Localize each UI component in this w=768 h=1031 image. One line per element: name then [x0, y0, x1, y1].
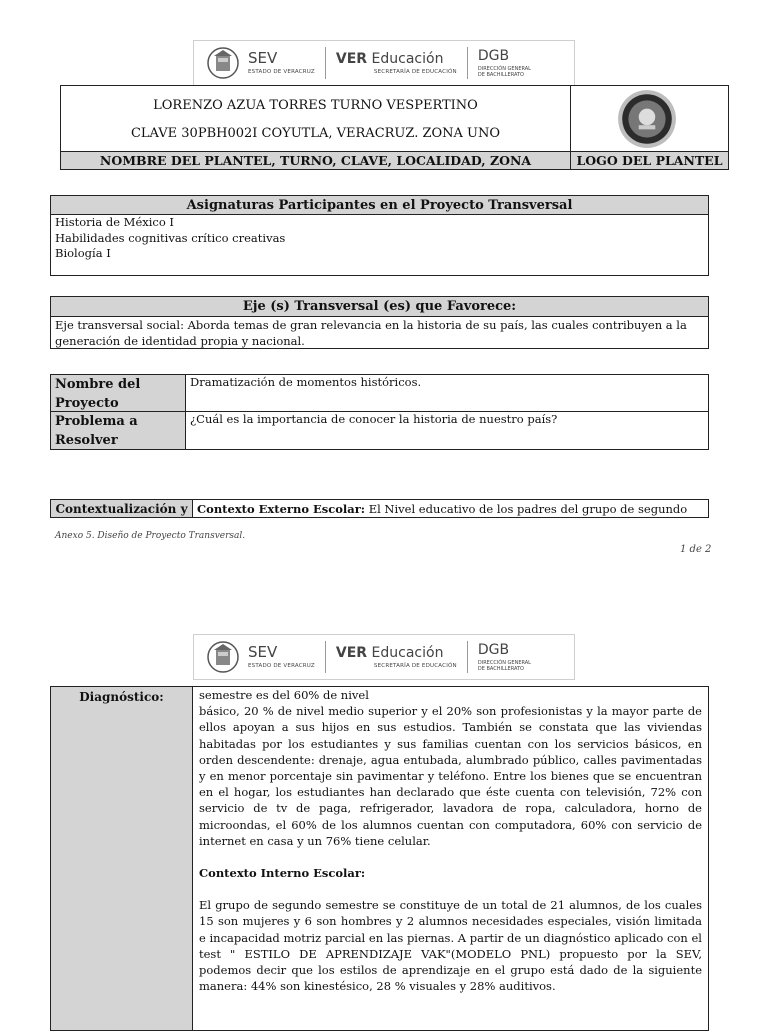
veracruz-seal-icon — [206, 46, 240, 80]
eje-title — [50, 296, 709, 317]
dgb-subtitle-2: DE BACHILLERATO — [477, 71, 524, 78]
plantel-info-cell — [60, 85, 571, 152]
plantel-footer-right-text: LOGO DEL PLANTEL — [576, 153, 723, 168]
plantel-footer-left — [60, 151, 571, 170]
dgb-subtitle-2: DE BACHILLERATO — [477, 665, 524, 672]
diagnostico-label-text: Diagnóstico: — [79, 690, 164, 704]
asignaturas-title-text: Asignaturas Participantes en el Proyecto Transversal — [186, 198, 573, 213]
school-logo-icon — [616, 88, 678, 150]
sev-subtitle: ESTADO DE VERACRUZ — [248, 69, 315, 75]
institution-logo-strip — [193, 40, 575, 86]
divider — [467, 641, 468, 673]
plantel-footer-left-text: NOMBRE DEL PLANTEL, TURNO, CLAVE, LOCALIDAD, ZONA — [99, 153, 532, 168]
asignaturas-list — [50, 214, 709, 276]
ver-label: VER — [335, 644, 368, 661]
sev-label: SEV — [248, 49, 278, 67]
divider — [325, 47, 326, 79]
dgb-subtitle-1: DIRECCIÓN GENERAL — [477, 65, 531, 72]
asignatura-item: Historia de México I — [55, 215, 174, 229]
plantel-footer-right — [570, 151, 729, 170]
nombre-proyecto-label-text: Nombre del Proyecto — [55, 377, 141, 411]
contexto-externo-text: El Nivel educativo de los padres del grupo de segundo — [368, 502, 688, 516]
dgb-label: DGB — [477, 641, 510, 658]
dgb-brand — [478, 643, 531, 672]
educacion-subtitle: SECRETARÍA DE EDUCACIÓN — [373, 68, 457, 75]
dgb-label: DGB — [477, 47, 510, 64]
contextualizacion-label — [50, 499, 193, 518]
problema-label-text: Problema a Resolver — [55, 414, 138, 448]
ver-label: VER — [335, 50, 368, 67]
diagnostico-label — [50, 686, 193, 1031]
sev-brand — [248, 51, 315, 75]
educacion-subtitle: SECRETARÍA DE EDUCACIÓN — [373, 662, 457, 669]
sev-brand — [248, 645, 315, 669]
diagnostico-para-3: El grupo de segundo semestre se constituye de un total de 21 alumnos, de los cuales 15 son mujeres y 6 son hombres y 2 alumnos necesidades especiales, visión limitada e incapacidad motriz parcial en las piernas. A partir de un diagnóstico aplicado con el test " ESTILO DE APRENDIZAJE VAK"(MODELO PNL) propuesto por la SEV, podemos decir que los estilos de aprendizaje en el grupo está dado de la siguiente manera: 44% son kinestésico, 28 % visuales y 28% auditivos. — [199, 898, 702, 994]
problema-label — [50, 411, 186, 450]
dgb-subtitle-1: DIRECCIÓN GENERAL — [477, 659, 531, 666]
diagnostico-para-1: semestre es del 60% de nivel — [199, 688, 369, 702]
diagnostico-content — [192, 686, 709, 1031]
nombre-proyecto-value — [185, 374, 709, 412]
educacion-label: Educación — [371, 50, 444, 67]
contexto-externo-cell — [192, 499, 709, 518]
divider — [325, 641, 326, 673]
ver-educacion-brand — [336, 646, 457, 669]
asignaturas-title — [50, 195, 709, 215]
institution-logo-strip — [193, 634, 575, 680]
nombre-proyecto-value-text: Dramatización de momentos históricos. — [190, 375, 422, 389]
contexto-interno-title: Contexto Interno Escolar: — [199, 866, 366, 881]
eje-text — [50, 316, 709, 349]
diagnostico-para-2: básico, 20 % de nivel medio superior y el 20% son profesionistas y la mayor parte de ellos apoyan a sus hijos en sus estudios. También se constata que las viviendas habitadas por los estudiantes y sus familias cuentan con los servicios básicos, en orden descendente: drenaje, agua entubada, alumbrado público, calles pavimentadas y en menor porcentaje sin pavimentar y teléfono. Entre los bienes que se encuentran en el hogar, los estudiantes han declarado que éste cuenta con televisión, 72% con servicio de tv de paga, refrigerador, lavadora de ropa, calculadora, horno de microondas, el 60% de los alumnos cuentan con computadora, 60% con servicio de internet en casa y un 76% tiene celular. — [199, 704, 702, 848]
page-number: 1 de 2 — [680, 544, 712, 555]
educacion-label: Educación — [371, 644, 444, 661]
plantel-line-1: LORENZO AZUA TORRES TURNO VESPERTINO — [153, 98, 478, 113]
contexto-externo-title: Contexto Externo Escolar: — [197, 502, 366, 516]
eje-title-text: Eje (s) Transversal (es) que Favorece: — [242, 299, 517, 314]
veracruz-seal-icon — [206, 640, 240, 674]
problema-value-text: ¿Cuál es la importancia de conocer la historia de nuestro país? — [190, 412, 558, 426]
asignatura-item: Biología I — [55, 246, 111, 260]
annex-caption: Anexo 5. Diseño de Proyecto Transversal. — [55, 531, 246, 541]
sev-subtitle: ESTADO DE VERACRUZ — [248, 663, 315, 669]
ver-educacion-brand — [336, 52, 457, 75]
dgb-brand — [478, 49, 531, 78]
plantel-line-2: CLAVE 30PBH002I COYUTLA, VERACRUZ. ZONA UNO — [130, 126, 501, 141]
asignatura-item: Habilidades cognitivas crítico creativas — [55, 230, 286, 245]
eje-text-content: Eje transversal social: Aborda temas de gran relevancia en la historia de su país, las cuales contribuyen a la generación de identidad propia y nacional. — [55, 318, 687, 348]
plantel-logo-cell — [570, 85, 729, 152]
nombre-proyecto-label — [50, 374, 186, 412]
divider — [467, 47, 468, 79]
problema-value — [185, 411, 709, 450]
contextualizacion-label-text: Contextualización y — [55, 502, 188, 516]
sev-label: SEV — [248, 643, 278, 661]
